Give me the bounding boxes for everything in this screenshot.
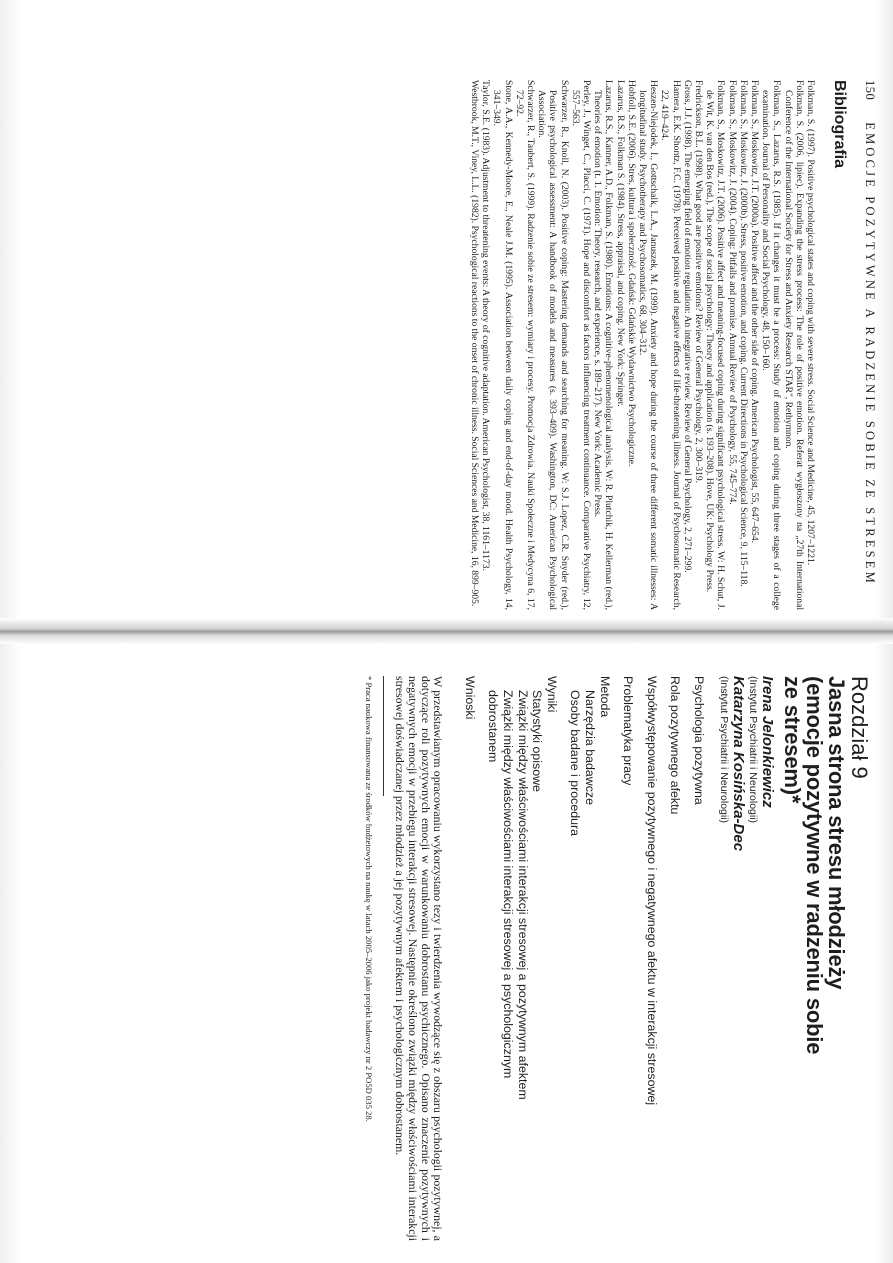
footnote-rule (383, 676, 384, 796)
contents-section: Rola pozytywnego afektu (668, 676, 683, 815)
bibliography-entry: Folkman, S., Moskowitz, J. (2004). Coping: Pitfalls and promise. Annual Review of Psychology, 55, 745–774. (726, 80, 738, 505)
chapter-contents (462, 676, 706, 1241)
bibliography-entry: Folkman, S., Moskowitz, J.T. (2006). Positive affect and meaning-focused coping during significant psychological stress. W: H. Schut, J. de Wit, K. van den Bos (red.), The scope of social psychology: Theory and application (s. 193–208). Hove, UK: Psychology Press. (704, 80, 727, 610)
bibliography-entry: Folkman, S., Moskowitz, J.T. (2000a). Positive affect and the other side of coping. American Psychologist, 55, 647–654. (748, 80, 760, 544)
bibliography-entry: Lazarus, R.S., Kanner, A.D., Folkman, S. (1980). Emotions: A cognitive-phenomenological analysis. W: R. Plutchik, H. Kellerman (red.), Theories of emotion (t. 1. Emotion: Theory, research, and experience, s. 189–217). New York: Academic Press. (592, 80, 615, 610)
contents-subsection: Osoby badane i procedura (568, 690, 583, 837)
author-affiliation: (Instytut Psychiatrii i Neurologii) (747, 676, 759, 824)
running-head-title: EMOCJE POZYTYWNE A RADZENIE SOBIE ZE STRESEM (863, 122, 877, 586)
bibliography-entry: Heszen-Niejodek, I., Gottschalk, L.A., Januszek, M. (1999). Anxiety and hope during the course of three different somatic illnesses: A longitudinal study. Psychotherapy and Psychosomatics, 68, 304–312. (636, 80, 660, 610)
bibliography-entry: Fredrickson, B.L. (1998). What good are positive emotions? Review of General Psychology, 2, 300–319. (692, 80, 704, 484)
bibliography-entry: Perley, J., Winget, C., Placci, C. (1971). Hope and discomfort as factors influencing treatment continuance. Comparative Psychiatry, 12, 557–563. (569, 80, 592, 610)
bibliography-entry: Taylor, S.E. (1983). Adjustment to threatening events: A theory of cognitive adaptation. American Psychologist, 38, 1161–1173. (480, 80, 492, 571)
bibliography-entry: Gross, J.J. (1998). The emerging field of emotion regulation: An integrative review. Review of General Psychology, 2, 271–299. (681, 80, 693, 573)
bibliography-entry: Hamera, E.K. Shontz, F.C. (1978). Perceived positive and negative effects of life-threatening illness. Journal of Psychosomatic Research, 22, 419–424. (659, 80, 682, 610)
contents-section: Psychologia pozytywna (692, 676, 706, 805)
page-number: 150 (863, 80, 877, 101)
contents-section: Problematyka pracy (621, 676, 636, 786)
bibliography-entry: Lazarus, R.S., Folkman S. (1984). Stress, appraisal, and coping. New York: Springer. (614, 80, 626, 407)
contents-subsection: dobrostanem (486, 690, 501, 763)
left-page (21, 80, 881, 610)
contents-section: Metoda (597, 676, 612, 718)
bibliography-entry: Schwarzer, R., Knoll, N. (2003). Positive coping: Mastering demands and searching for meaning. W: S.J. Lopez, C.R. Snyder (red.), Positive psychological assessment: A handbook of models and measures (s. 393–409). Washington, DC: American Psychological Association. (536, 80, 570, 610)
bibliography-heading: Bibliografia (831, 80, 848, 169)
bibliography-entry: Folkman, S. (1997). Positive psychological states and coping with severe stress. Social Science and Medicine, 45, 1207–1221. (805, 80, 816, 566)
contents-subsection: Narzędzia badawcze (583, 690, 598, 806)
bibliography-entry: Stone, A.A., Kennedy-Moore, E., Neale J.M. (1995). Association between daily coping and end-of-day mood. Health Psychology, 14, 341–349. (491, 80, 514, 610)
chapter-title (781, 676, 847, 1241)
author-name: Katarzyna Kosińska-Dec (730, 676, 747, 852)
bibliography-entry: Folkman, S., Moskowitz, J. (2000b). Stress, positive emotion, and coping. Current Directions in Psychological Science, 9, 115–118. (737, 80, 749, 587)
bibliography-entry: Folkman, S. (2006, lipiec). Expanding the stress process: The role of positive emotion. Referat wygłoszony na „27th International Conference of the International Society for Stress and Anxiety Research STAR", Rethymnon. (782, 80, 805, 610)
running-head (862, 80, 877, 610)
bibliography-list (469, 80, 816, 610)
bibliography-entry: Westbrook, M.T., Viney, L.L. (1982). Psychological reactions to the onset of chronic illness. Social Sciences and Medicine, 16, 899–905. (468, 80, 480, 607)
contents-section: Wyniki (544, 676, 559, 713)
contents-section: Wnioski (462, 676, 477, 720)
chapter-title-line: ze stresem)* (780, 676, 805, 804)
footnote: * Praca naukowa finansowana ze środków budżetowych na naukę w latach 2005–2006 jako projekt badawczy nr 2 PO5D 035 28. (364, 676, 375, 1122)
contents-subsection: Związki między właściwościami interakcji stresowej a psychologicznym (501, 690, 516, 1079)
bibliography-entry: Schwarzer, R., Taubert, S. (1999). Radzenie sobie ze stresem: wymiary i procesy. Promocja Zdrowia. Nauki Społeczne i Medycyna 6, 17, 72–92. (513, 80, 536, 610)
bibliography-entry: Hobfoll, S.E. (2006). Stres, kultura i społeczność. Gdańsk: Gdańskie Wydawnictwo Psychologiczne. (625, 80, 637, 467)
contents-subsection: Statystyki opisowe (530, 690, 545, 792)
author-block (718, 676, 775, 1241)
right-page (31, 676, 871, 1241)
chapter-abstract: W przedstawianym opracowaniu wykorzystano tezy i twierdzenia wywodzące się z obszaru psychologii pozytywnej, a dotyczące roli pozytywnych emocji w warunkowaniu dobrostanu psychicznego. Opisano znaczenie pozytywnych i negatywnych emocji w przebiegu interakcji stresowej. Następnie określono związki między właściwościami interakcji stresowej doświadczanej przez młodzież a jej pozytywnym afektem i psychologicznym dobrostanem. (393, 676, 446, 1241)
bibliography-entry: Folkman, S., Lazarus, R.S. (1985). If it changes it must be a process: Study of emotion and coping during three stages of a college examination. Journal of Personality and Social Psychology, 48, 150–160. (760, 80, 783, 610)
chapter-title-line: (emocje pozytywne w radzeniu sobie (802, 676, 827, 1055)
book-gutter (0, 618, 893, 644)
author-name: Irena Jelonkiewicz (759, 676, 776, 808)
author-affiliation: (Instytut Psychiatrii i Neurologii) (718, 676, 730, 824)
contents-section: Współwystępowanie pozytywnego i negatywnego afektu w interakcji stresowej (644, 676, 659, 1106)
contents-subsection: Związki między właściwościami interakcji stresowej a pozytywnym afektem (515, 690, 530, 1100)
chapter-label: Rozdział 9 (847, 676, 872, 779)
chapter-title-line: Jasna strona stresu młodzieży (824, 676, 849, 990)
